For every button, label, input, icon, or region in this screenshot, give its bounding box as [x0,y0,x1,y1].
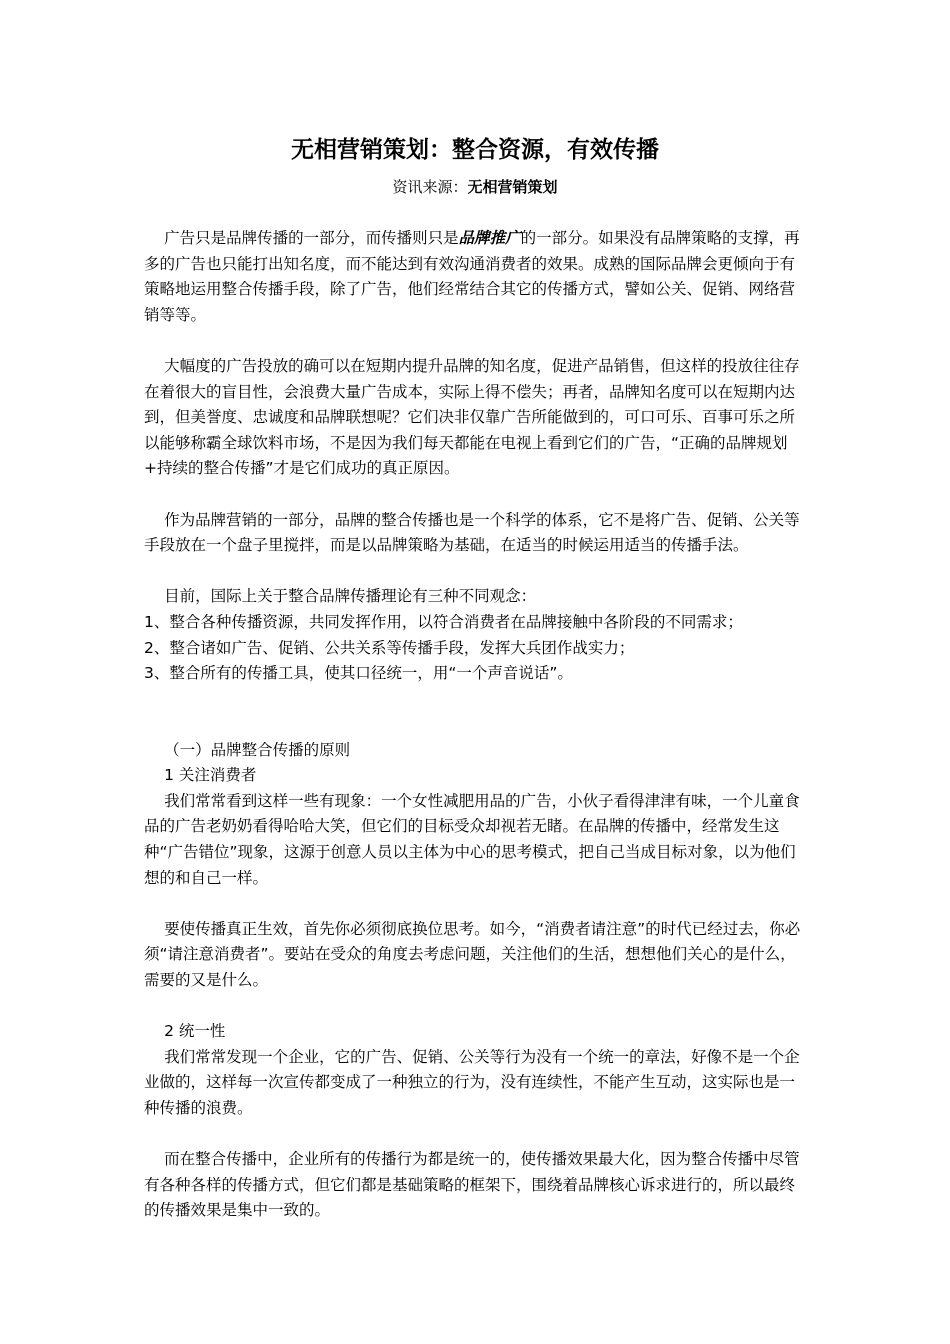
source-name: 无相营销策划 [467,178,558,196]
section-1-item-1-heading: 1 关注消费者 [164,766,257,785]
spacer [144,328,810,354]
article-body [144,226,810,1224]
paragraph-5: 我们常常看到这样一些有现象：一个女性减肥用品的广告，小伙子看得津津有味，一个儿童食品的广告老奶奶看得哈哈大笑，但它们的目标受众却视若无睹。在品牌的传播中，经常发生这种“广告错位”现象，这源于创意人员以主体为中心的思考模式，把自己当成目标对象，以为他们想的和自己一样。 [144,791,800,887]
spacer [144,994,810,1020]
list-item-3: 3、整合所有的传播工具，使其口径统一，用“一个声音说话”。 [144,664,573,683]
spacer [144,482,810,508]
paragraph-8: 而在整合传播中，企业所有的传播行为都是统一的，使传播效果最大化，因为整合传播中尽管有各种各样的传播方式，但它们都是基础策略的框架下，围绕着品牌核心诉求进行的，所以最终的传播效果是集中一致的。 [144,1150,800,1220]
brand-promotion-emphasis: 品牌推广 [458,229,521,247]
spacer [144,891,810,917]
paragraph-6: 要使传播真正生效，首先你必须彻底换位思考。如今，“消费者请注意”的时代已经过去，你必须“请注意消费者”。要站在受众的角度去考虑问题，关注他们的生活，想想他们关心的是什么，需要的又是什么。 [144,919,801,990]
paragraph-1-before: 广告只是品牌传播的一部分，而传播则只是 [164,229,459,247]
paragraph-1-after: 的一部分。如果没有品牌策略的支撑，再多的广告也只能打出知名度，而不能达到有效沟通消费者的效果。成熟的国际品牌会更倾向于有策略地运用整合传播手段，除了广告，他们经常结合其它的传播方式，譬如公关、促销、网络营销等等。 [144,229,800,324]
spacer [144,687,810,738]
source-line [0,175,950,199]
list-item-1: 1、整合各种传播资源，共同发挥作用，以符合消费者在品牌接触中各阶段的不同需求； [144,612,743,631]
paragraph-4: 目前，国际上关于整合品牌传播理论有三种不同观念： [164,587,537,606]
paragraph-2: 大幅度的广告投放的确可以在短期内提升品牌的知名度，促进产品销售，但这样的投放往往存在着很大的盲目性，会浪费大量广告成本，实际上得不偿失；再者，品牌知名度可以在短期内达到，但美誉度、忠诚度和品牌联想呢？它们决非仅靠广告所能做到的，可口可乐、百事可乐之所以能够称霸全球饮料市场，不是因为我们每天都能在电视上看到它们的广告，“正确的品牌规划+持续的整合传播”才是它们成功的真正原因。 [144,356,800,478]
list-item-2: 2、整合诸如广告、促销、公共关系等传播手段，发挥大兵团作战实力； [144,638,635,657]
document-title: 无相营销策划：整合资源，有效传播 [291,137,659,163]
spacer [144,559,810,585]
spacer [144,1122,810,1148]
source-label: 资讯来源： [392,178,468,196]
section-1-item-2-heading: 2 统一性 [164,1022,226,1041]
paragraph-7: 我们常常发现一个企业，它的广告、促销、公关等行为没有一个统一的章法，好像不是一个企业做的，这样每一次宣传都变成了一种独立的行为，没有连续性，不能产生互动，这实际也是一种传播的浪费。 [144,1047,800,1117]
paragraph-1 [144,226,810,328]
section-1-title: （一）品牌整合传播的原则 [164,740,351,759]
paragraph-3: 作为品牌营销的一部分，品牌的整合传播也是一个科学的体系，它不是将广告、促销、公关等手段放在一个盘子里搅拌，而是以品牌策略为基础，在适当的时候运用适当的传播手法。 [144,510,800,555]
